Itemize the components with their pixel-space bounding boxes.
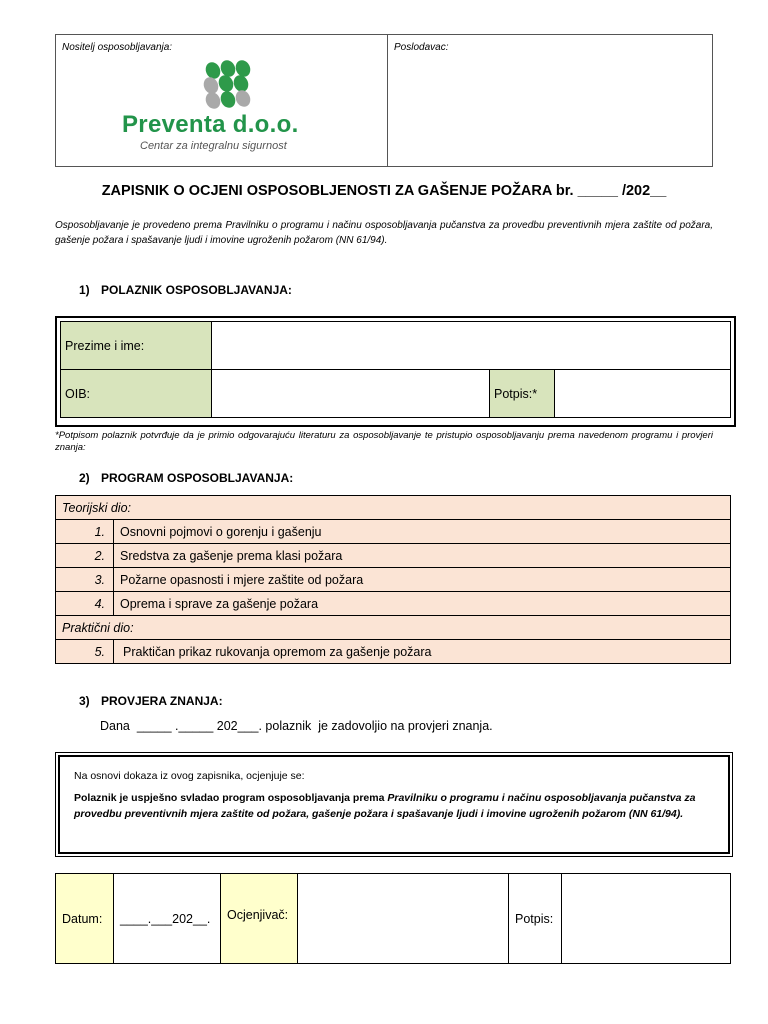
table-row: [56, 544, 731, 568]
name-field[interactable]: [212, 322, 731, 370]
oib-label: OIB:: [61, 370, 212, 418]
logo-tagline: Centar za integralnu sigurnost: [140, 140, 287, 152]
item-text: Sredstva za gašenje prema klasi požara: [114, 544, 731, 568]
intro-text: Osposobljavanje je provedeno prema Pravilniku o programu i načinu osposobljavanja pučanstva za provedbu preventivnih mjera zaštite od požara, gašenje požara i spašavanje ljudi i imovine ugroženih požarom (NN 61/94).: [55, 220, 713, 246]
table-row: [56, 592, 731, 616]
oib-field[interactable]: [212, 370, 490, 418]
section3-number: 3): [79, 694, 90, 708]
item-number: 4.: [56, 592, 114, 616]
practical-label: Praktični dio:: [56, 616, 731, 640]
employer-label: Poslodavac:: [394, 42, 449, 53]
item-text: Osnovni pojmovi o gorenju i gašenju: [114, 520, 731, 544]
assessor-signature-field[interactable]: [562, 874, 731, 964]
theory-label: Teorijski dio:: [56, 496, 731, 520]
section1-title: POLAZNIK OSPOSOBLJAVANJA:: [101, 283, 292, 297]
conclusion-intro: Na osnovi dokaza iz ovog zapisnika, ocjenjuje se:: [74, 770, 305, 782]
assessor-label: [221, 874, 298, 964]
section2-title: PROGRAM OSPOSOBLJAVANJA:: [101, 471, 294, 485]
participant-signature-label: Potpis:*: [490, 370, 555, 418]
conclusion-statement: [74, 790, 714, 822]
item-text: Praktičan prikaz rukovanja opremom za gašenje požara: [114, 640, 731, 664]
logo-name: Preventa d.o.o.: [122, 111, 299, 138]
program-table: [55, 495, 731, 664]
section1-number: 1): [79, 283, 90, 297]
item-number: 3.: [56, 568, 114, 592]
item-text: Požarne opasnosti i mjere zaštite od požara: [114, 568, 731, 592]
provider-label: Nositelj osposobljavanja:: [62, 42, 173, 53]
date-label: Datum:: [56, 874, 114, 964]
participant-table: [60, 321, 731, 418]
knowledge-check-line: Dana _____ ._____ 202___. polaznik je zadovoljio na provjeri znanja.: [100, 719, 493, 733]
table-row: [56, 520, 731, 544]
signature-footnote: *Potpisom polaznik potvrđuje da je primio odgovarajuću literaturu za osposobljavanje te pristupio osposobljavanju prema navedenom programu i provjeri znanja:: [55, 430, 713, 453]
conclusion-box: [58, 755, 730, 854]
item-number: 1.: [56, 520, 114, 544]
participant-signature-field[interactable]: [555, 370, 731, 418]
assessor-signature-label: Potpis:: [509, 874, 562, 964]
table-row: [56, 640, 731, 664]
assessor-field[interactable]: [298, 874, 509, 964]
section2-number: 2): [79, 471, 90, 485]
item-number: 5.: [56, 640, 114, 664]
table-row: [56, 568, 731, 592]
preventa-logo-icon: [200, 60, 260, 112]
conclusion-statement-a: Polaznik je uspješno svladao program osposobljavanja prema: [74, 792, 388, 804]
conclusion-regulation: Pravilniku o programu i načinu osposobljavanja pučanstva za provedbu preventivnih mjera zaštite od požara, gašenje požara i spašavanje ljudi i imovine ugroženih požarom (NN 61/94).: [74, 792, 696, 820]
date-field[interactable]: ____.___202__.: [114, 874, 221, 964]
item-text: Oprema i sprave za gašenje požara: [114, 592, 731, 616]
section3-title: PROVJERA ZNANJA:: [101, 694, 223, 708]
item-number: 2.: [56, 544, 114, 568]
name-label: Prezime i ime:: [61, 322, 212, 370]
assessment-signature-table: [55, 873, 731, 964]
document-title: ZAPISNIK O OCJENI OSPOSOBLJENOSTI ZA GAŠENJE POŽARA br. _____ /202__: [101, 183, 667, 199]
header-divider: [387, 34, 388, 167]
assessor-label-text: Ocjenjivač:: [227, 907, 289, 922]
